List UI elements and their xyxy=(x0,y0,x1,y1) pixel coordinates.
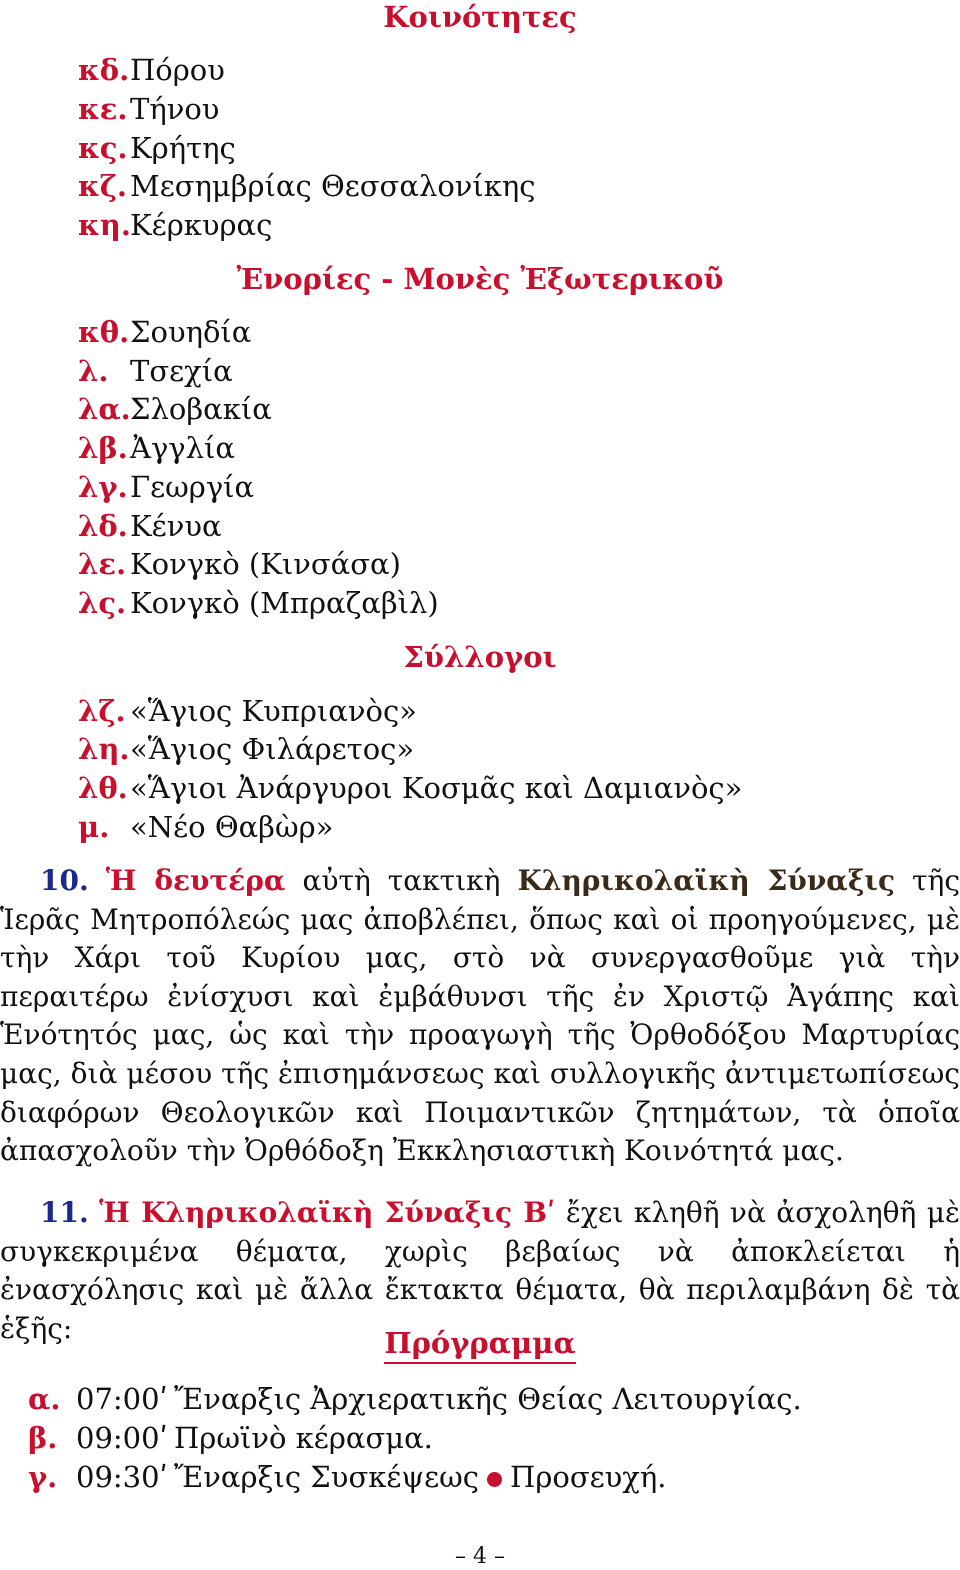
program-text-after: Προσευχή. xyxy=(510,1460,667,1494)
item-name: «Νέο Θαβὼρ» xyxy=(130,810,334,844)
item-number: λγ. xyxy=(78,470,128,504)
program-text: Ἔναρξις Ἀρχιερατικῆς Θείας Λειτουργίας. xyxy=(174,1382,802,1416)
list-item xyxy=(78,507,222,545)
list-item xyxy=(78,730,414,768)
list-item xyxy=(78,206,272,244)
bullet-icon xyxy=(487,1472,502,1487)
item-name: Κονγκὸ (Μπραζαβὶλ) xyxy=(130,586,439,620)
item-name: «Ἅγιοι Ἀνάργυροι Κοσμᾶς καὶ Δαμιανὸς» xyxy=(130,771,743,805)
item-number: λ. xyxy=(78,354,109,388)
item-number: μ. xyxy=(78,810,110,844)
list-item xyxy=(78,808,333,846)
item-name: Κονγκὸ (Κινσάσα) xyxy=(130,547,401,581)
program-time: 09:30ʹ xyxy=(76,1460,168,1494)
item-number: λε. xyxy=(78,547,127,581)
program-time: 09:00ʹ xyxy=(76,1421,168,1455)
highlight-text: Ἡ δευτέρα xyxy=(105,864,286,897)
paragraph-text: τῆς Ἱερᾶς Μητροπόλεώς μας ἀποβλέπει, ὅπως καὶ οἱ προηγούμενες, μὲ τὴν Χάρι τοῦ Κυρίου μας, στὸ νὰ συνεργασθοῦμε γιὰ τὴν περαιτέρω ἐνίσχυσι καὶ ἐμβάθυνσι τῆς ἐν Χριστῷ Ἀγάπης καὶ Ἑνότητός μας, ὡς καὶ τὴν προαγωγὴ τῆς Ὀρθοδόξου Μαρτυρίας μας, διὰ μέσου τῆς ἐπισημάνσεως καὶ συλλογικῆς ἀντιμετωπίσεως διαφόρων Θεολογικῶν καὶ Ποιμαντικῶν ζητημάτων, τὰ ὁποῖα ἀπασχολοῦν τὴν Ὀρθόδοξη Ἐκκλησιαστικὴ Κοινότητά μας. xyxy=(0,864,960,1168)
program-title: Πρόγραμμα xyxy=(384,1326,576,1364)
list-item xyxy=(78,584,439,622)
item-number: λη. xyxy=(78,732,130,766)
bold-text: Κληρικολαϊκὴ Σύναξις xyxy=(517,864,895,897)
paragraph-number: 11. xyxy=(40,1196,89,1229)
item-number: κζ. xyxy=(78,169,128,203)
list-item xyxy=(78,313,251,351)
program-item xyxy=(28,1380,802,1418)
item-name: Κένυα xyxy=(130,509,222,543)
item-name: Σλοβακία xyxy=(130,392,272,426)
item-number: λα. xyxy=(78,392,131,426)
item-name: Τσεχία xyxy=(130,354,233,388)
list-item xyxy=(78,769,742,807)
list-item xyxy=(78,468,254,506)
list-item xyxy=(78,429,235,467)
item-name: Μεσημβρίας Θεσσαλονίκης xyxy=(130,169,536,203)
page-number: – 4 – xyxy=(455,1544,505,1569)
list-item xyxy=(78,167,536,205)
item-number: κς. xyxy=(78,131,128,165)
item-name: «Ἅγιος Φιλάρετος» xyxy=(130,732,415,766)
program-item xyxy=(28,1419,433,1457)
item-name: «Ἅγιος Κυπριανὸς» xyxy=(130,694,417,728)
list-item xyxy=(78,390,272,428)
item-number: κη. xyxy=(78,208,131,242)
highlight-text: Ἡ Κληρικολαϊκὴ Σύναξις Βʹ xyxy=(99,1196,556,1229)
program-item xyxy=(28,1458,666,1496)
item-name: Ἀγγλία xyxy=(130,431,235,465)
list-item xyxy=(78,129,236,167)
list-item xyxy=(78,90,219,128)
program-text: Ἔναρξις Συσκέψεως xyxy=(174,1460,480,1494)
item-name: Σουηδία xyxy=(130,315,252,349)
heading-communities: Κοινότητες xyxy=(383,0,577,34)
heading-program xyxy=(0,1326,960,1360)
list-item xyxy=(78,352,233,390)
item-number: κθ. xyxy=(78,315,130,349)
item-number: λδ. xyxy=(78,509,128,543)
list-item xyxy=(78,545,401,583)
item-number: λβ. xyxy=(78,431,128,465)
paragraph-text: ἔχει κληθῆ νὰ ἀσχοληθῆ μὲ συγκεκριμένα θέματα, χωρὶς βεβαίως νὰ ἀποκλείεται ἡ ἐνασχόλησις καὶ μὲ ἄλλα ἔκτακτα θέματα, θὰ περιλαμβάνη δὲ τὰ ἑξῆς: xyxy=(0,1196,960,1345)
item-name: Κέρκυρας xyxy=(130,208,273,242)
program-letter: β. xyxy=(28,1421,58,1455)
item-name: Κρήτης xyxy=(130,131,236,165)
program-text: Πρωϊνὸ κέρασμα. xyxy=(174,1421,433,1455)
item-number: λς. xyxy=(78,586,127,620)
program-time: 07:00ʹ xyxy=(76,1382,168,1416)
item-number: κε. xyxy=(78,92,128,126)
paragraph-number: 10. xyxy=(40,864,89,897)
list-item xyxy=(78,51,225,89)
heading-associations: Σύλλογοι xyxy=(403,640,557,674)
item-name: Τήνου xyxy=(130,92,220,126)
paragraph-text: αὐτὴ τακτικὴ xyxy=(285,864,518,897)
item-number: λζ. xyxy=(78,694,126,728)
heading-parishes: Ἐνορίες - Μονὲς Ἐξωτερικοῦ xyxy=(236,262,724,296)
list-item xyxy=(78,692,417,730)
item-name: Γεωργία xyxy=(130,470,255,504)
item-number: λθ. xyxy=(78,771,128,805)
item-number: κδ. xyxy=(78,53,130,87)
program-letter: γ. xyxy=(28,1460,58,1494)
paragraph-10 xyxy=(0,862,960,1171)
program-letter: α. xyxy=(28,1382,61,1416)
item-name: Πόρου xyxy=(130,53,225,87)
